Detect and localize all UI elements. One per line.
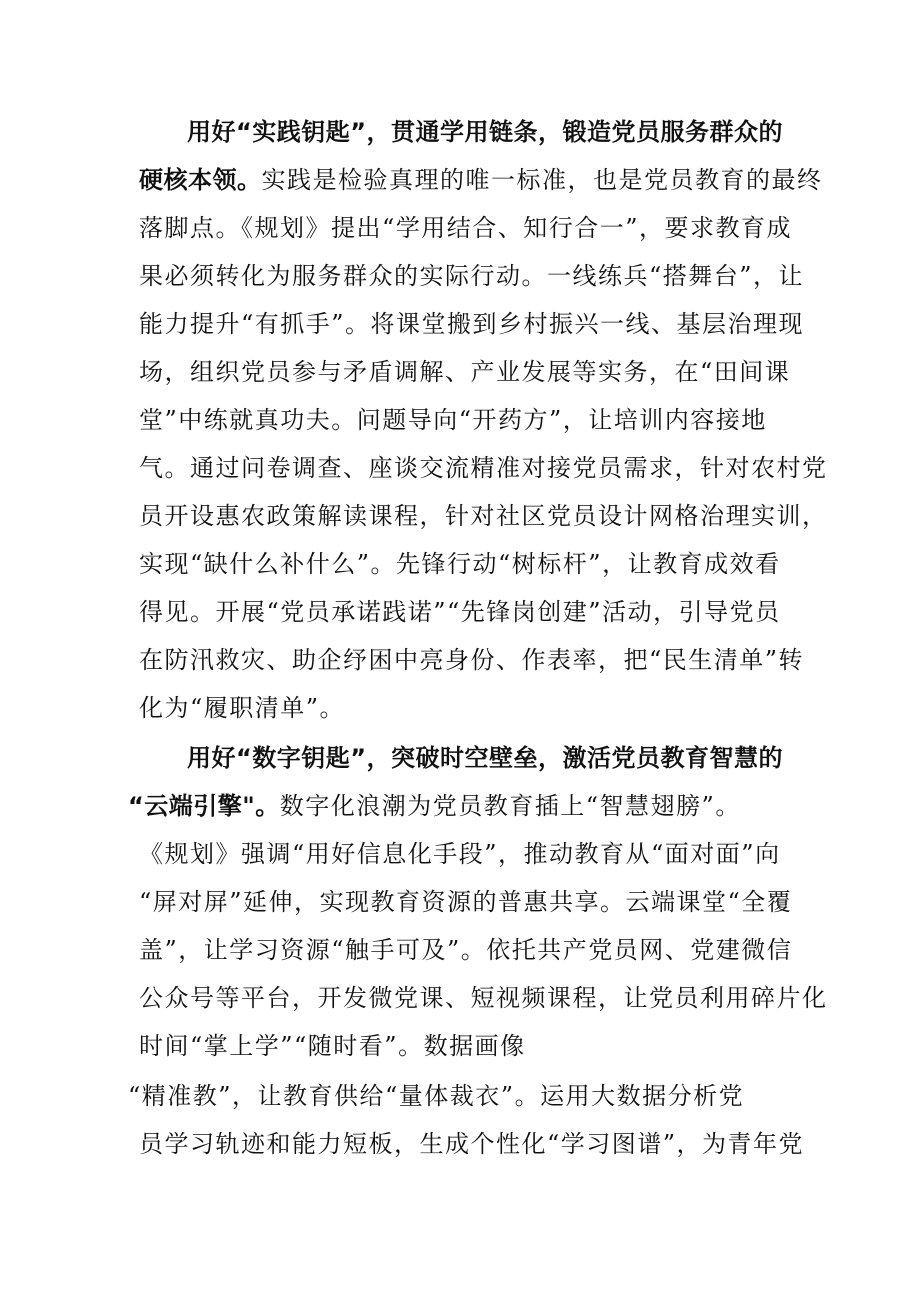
paragraph-1-line-11: 得见。开展“党员承诺践诺”“先锋岗创建”活动，引导党员 [139,598,781,626]
heading-digital-key: 用好“数字钥匙”，突破时空壁垒，激活党员教育智慧的 [187,744,784,772]
paragraph-1-line-10: 实现“缺什么补什么”。先锋行动“树标杆”，让教育成效看 [139,550,781,578]
paragraph-1-line-7: 堂”中练就真功夫。问题导向“开药方”，让培训内容接地 [139,406,767,434]
paragraph-1-line-8: 气。通过问卷调查、座谈交流精准对接党员需求，针对农村党 [139,454,828,482]
paragraph-2-line-4: “屏对屏”延伸，实现教育资源的普惠共享。云端课堂“全覆 [139,888,793,916]
heading-practice-key: 用好“实践钥匙”，贯通学用链条，锻造党员服务群众的 [187,118,784,146]
paragraph-1-line-5: 能力提升“有抓手”。将课堂搬到乡村振兴一线、基层治理现 [139,310,805,338]
paragraph-1-line-1 [187,117,783,147]
paragraph-1-line-9: 员开设惠农政策解读课程，针对社区党员设计网格治理实训， [139,502,828,530]
paragraph-1-line-13: 化为“履职清单”。 [139,694,346,722]
paragraph-1-line-6: 场，组织党员参与矛盾调解、产业发展等实务，在“田间课 [139,358,791,386]
paragraph-1-line-12: 在防汛救灾、助企纾困中亮身份、作表率，把“民生清单”转 [139,646,805,674]
paragraph-1-line-3: 落脚点。《规划》提出“学用结合、知行合一”，要求教育成 [139,214,793,242]
paragraph-2-line-1 [187,743,783,773]
paragraph-2-line-5: 盖”，让学习资源“触手可及”。依托共产党员网、党建微信 [139,936,793,964]
heading-digital-key-end: “云端引擎"。 [128,792,280,820]
paragraph-1-line-2: 硬核本领。实践是检验真理的唯一标准，也是党员教育的最终 [139,166,823,194]
paragraph-2-line-9: 员学习轨迹和能力短板，生成个性化“学习图谱”，为青年党 [139,1130,805,1158]
paragraph-2-line-7: 时间“掌上学”“随时看”。数据画像 [139,1032,526,1060]
paragraph-2-line-3: 《规划》强调“用好信息化手段”，推动教育从“面对面”向 [139,840,781,868]
paragraph-1-line-4: 果必须转化为服务群众的实际行动。一线练兵“搭舞台”，让 [139,262,805,290]
paragraph-2-line-2: “云端引擎"。数字化浪潮为党员教育插上“智慧翅膀”。 [128,792,741,820]
paragraph-2-line-6: 公众号等平台，开发微党课、短视频课程，让党员利用碎片化 [139,984,828,1012]
heading-practice-key-end: 硬核本领。 [139,166,262,194]
paragraph-2-line-8: “精准教”，让教育供给“量体裁衣”。运用大数据分析党 [128,1082,745,1110]
